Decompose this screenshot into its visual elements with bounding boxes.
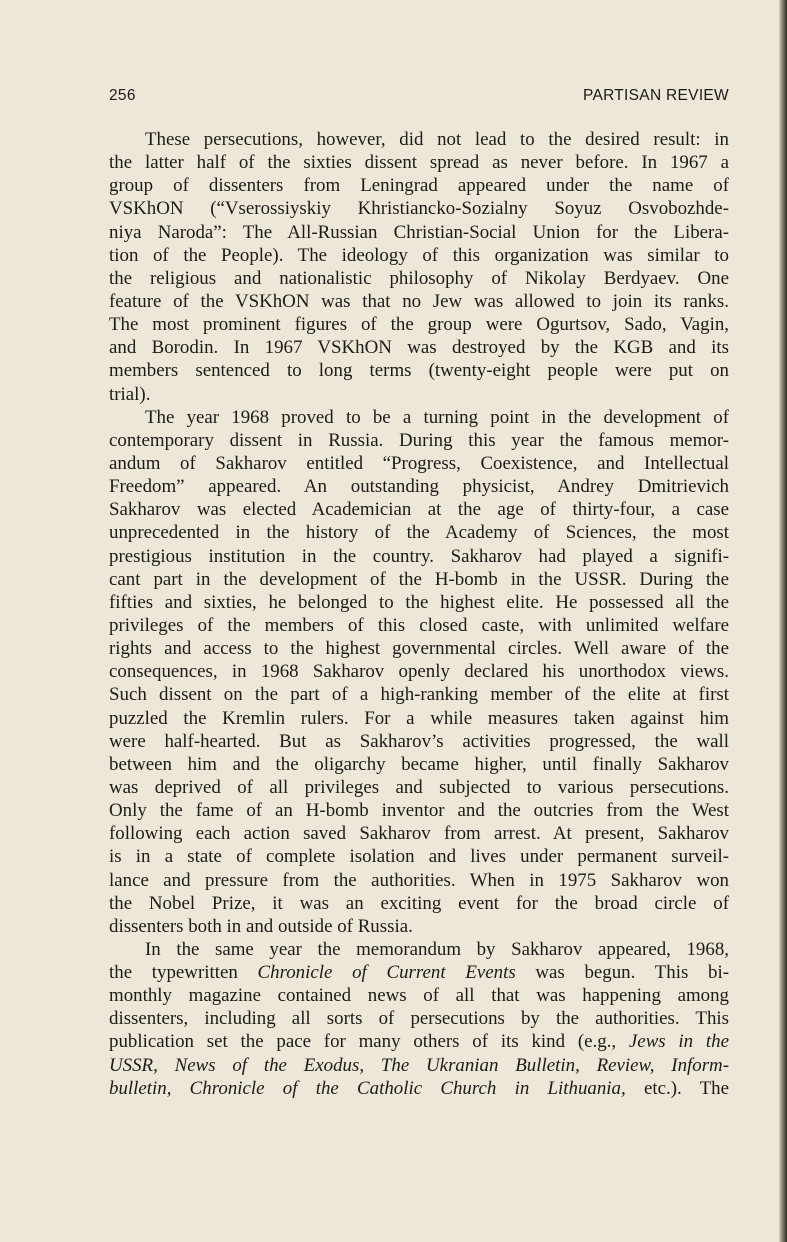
text-line: unprecedented in the history of the Academy of Sciences, the most [109, 522, 729, 544]
text-line: the latter half of the sixties dissent spread as never before. In 1967 a [109, 152, 729, 174]
text-line: niya Naroda”: The All-Russian Christian-Social Union for the Libera- [109, 221, 729, 243]
text-run: was begun. This bi- [515, 962, 729, 984]
text-line: group of dissenters from Leningrad appeared under the name of [109, 175, 729, 197]
text-line: trial). [109, 383, 151, 405]
text-line: dissenters, including all sorts of persecutions by the authorities. This [109, 1008, 729, 1030]
text-line: and Borodin. In 1967 VSKhON was destroyed by the KGB and its [109, 337, 729, 359]
text-line [109, 1077, 729, 1100]
text-line: contemporary dissent in Russia. During this year the famous memor- [109, 429, 729, 451]
text-line: Such dissent on the part of a high-ranking member of the elite at first [109, 684, 729, 706]
text-line: privileges of the members of this closed caste, with unlimited welfare [109, 614, 729, 636]
italic-title: bulletin, Chronicle of the Catholic Church in Lithuania, [109, 1077, 626, 1099]
page-number: 256 [109, 87, 136, 104]
text-run: the typewritten [109, 962, 258, 984]
text-line: cant part in the development of the H-bomb in the USSR. During the [109, 568, 729, 590]
text-line: monthly magazine contained news of all that was happening among [109, 985, 729, 1007]
text-line: The year 1968 proved to be a turning point in the development of [145, 406, 729, 428]
text-run: publication set the pace for many others of its kind (e.g., [109, 1031, 629, 1053]
text-line: Freedom” appeared. An outstanding physicist, Andrey Dmitrievich [109, 476, 729, 498]
text-line: VSKhON (“Vserossiyskiy Khristiancko-Sozialny Soyuz Osvobozhde- [109, 198, 729, 220]
text-line: puzzled the Kremlin rulers. For a while measures taken against him [109, 707, 729, 729]
text-line [109, 1054, 729, 1077]
page-edge-shadow [779, 0, 787, 1242]
text-line: Only the fame of an H-bomb inventor and the outcries from the West [109, 800, 729, 822]
text-line: between him and the oligarchy became higher, until finally Sakharov [109, 753, 729, 775]
body-text [109, 128, 729, 1100]
text-line: is in a state of complete isolation and lives under permanent surveil- [109, 846, 729, 868]
italic-title: Chronicle of Current Events [257, 962, 516, 984]
text-line: andum of Sakharov entitled “Progress, Coexistence, and Intellectual [109, 452, 729, 474]
italic-title: USSR, News of the Exodus, The Ukranian Bulletin, Review, Inform- [109, 1054, 729, 1076]
text-line: dissenters both in and outside of Russia. [109, 915, 413, 937]
text-line: tion of the People). The ideology of this organization was similar to [109, 244, 729, 266]
text-line: lance and pressure from the authorities. When in 1975 Sakharov won [109, 869, 729, 891]
page-header [109, 87, 729, 109]
text-line: These persecutions, however, did not lead to the desired result: in [145, 129, 729, 150]
text-line: Sakharov was elected Academician at the age of thirty-four, a case [109, 499, 729, 521]
text-line: feature of the VSKhON was that no Jew was allowed to join its ranks. [109, 290, 729, 312]
text-line: was deprived of all privileges and subjected to various persecutions. [109, 776, 729, 798]
text-line: prestigious institution in the country. Sakharov had played a signifi- [109, 545, 729, 567]
text-line: fifties and sixties, he belonged to the highest elite. He possessed all the [109, 591, 729, 613]
italic-title: Jews in the [628, 1031, 729, 1053]
text-line: following each action saved Sakharov from arrest. At present, Sakharov [109, 823, 729, 845]
text-line: were half-hearted. But as Sakharov’s activities progressed, the wall [109, 730, 729, 752]
text-line: members sentenced to long terms (twenty-eight people were put on [109, 360, 729, 382]
text-line: the religious and nationalistic philosophy of Nikolay Berdyaev. One [109, 267, 729, 289]
running-head: PARTISAN REVIEW [582, 87, 729, 104]
text-line: consequences, in 1968 Sakharov openly declared his unorthodox views. [109, 661, 729, 683]
text-run: etc.). The [625, 1077, 729, 1099]
text-line: rights and access to the highest governmental circles. Well aware of the [109, 638, 729, 660]
text-line [109, 1030, 729, 1053]
text-line [109, 961, 729, 984]
text-line: the Nobel Prize, it was an exciting event for the broad circle of [109, 892, 729, 914]
text-line: The most prominent figures of the group were Ogurtsov, Sado, Vagin, [109, 314, 729, 336]
text-line: In the same year the memorandum by Sakharov appeared, 1968, [145, 938, 729, 960]
